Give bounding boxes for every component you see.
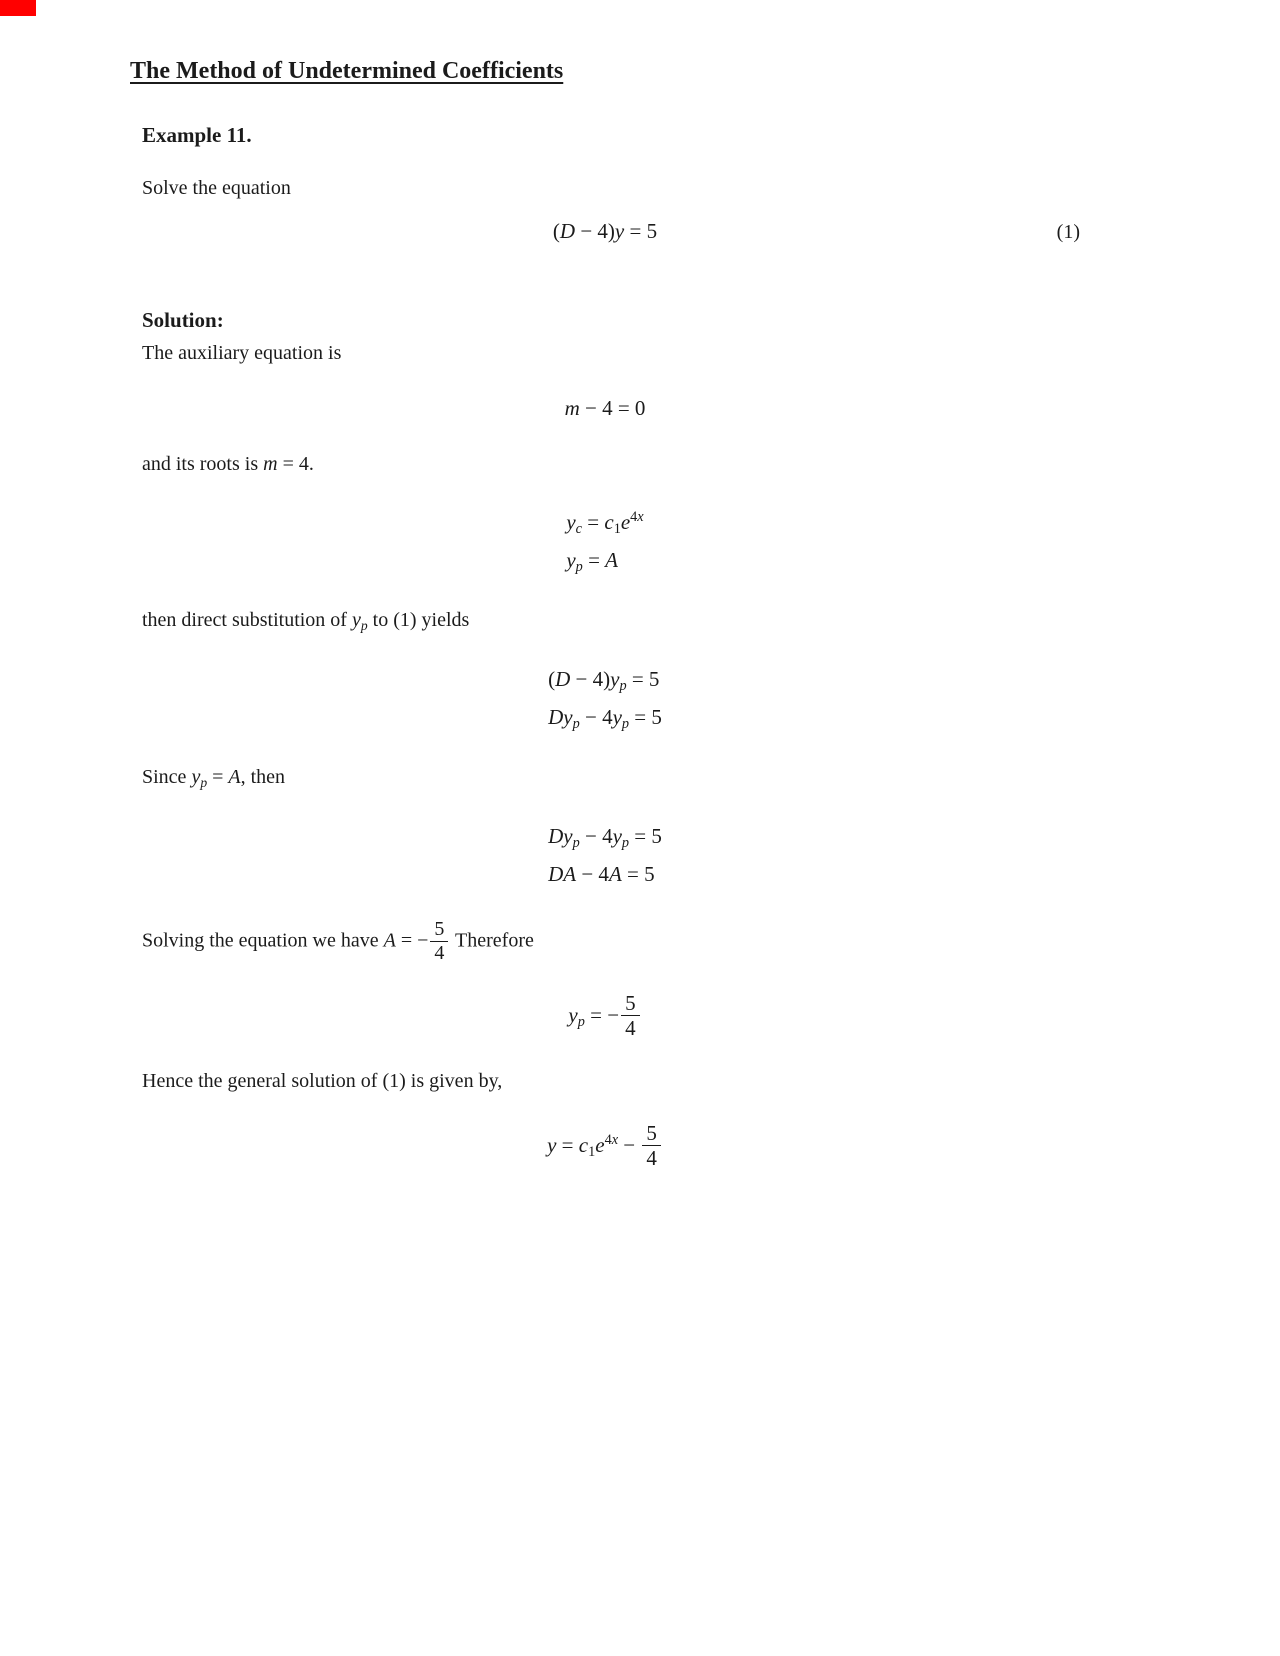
- example-heading: Example 11.: [142, 123, 252, 147]
- equation-substitution-1: (D − 4)yp = 5: [548, 666, 660, 694]
- equation-substitution-2: Dyp − 4yp = 5: [548, 704, 662, 732]
- equation-yp: yp = A: [566, 547, 618, 575]
- solution-heading: Solution:: [142, 307, 224, 332]
- paragraph-substitution: then direct substitution of yp to (1) yields: [142, 608, 470, 633]
- equation-yp-value: yp = − $\frac{5}{4}$: [568, 1003, 641, 1027]
- paragraph-hence: Hence the general solution of (1) is given by,: [142, 1069, 503, 1092]
- equation-stack-substitution: [130, 661, 1080, 737]
- equation-general-solution: $y = c1e^{4x}$ − $\frac{5}{4}$: [547, 1133, 663, 1157]
- equation-stack-since: [130, 818, 1080, 893]
- page-title: The Method of Undetermined Coefficients: [130, 58, 564, 84]
- equation-yc: yc = $c1e^{4x}$: [566, 509, 644, 537]
- equation-auxiliary: m − 4 = 0: [564, 395, 646, 420]
- equation-main: (D − 4)y = 5: [552, 219, 658, 243]
- equation-yp-value-row: [130, 991, 1080, 1040]
- equation-general-solution-row: [130, 1121, 1080, 1170]
- paragraph-auxiliary-equation: The auxiliary equation is: [142, 341, 342, 364]
- red-corner-marker: [0, 0, 36, 16]
- paragraph-solving: Solving the equation we have A = − $\frac{5}{4}$ Therefore: [142, 918, 534, 965]
- equation-number: (1): [1056, 220, 1080, 243]
- equation-since-2: DA − 4A = 5: [548, 861, 655, 886]
- equation-auxiliary-row: [130, 393, 1080, 425]
- equation-since-1: Dyp − 4yp = 5: [548, 823, 662, 851]
- paragraph-solve-the-equation: Solve the equation: [142, 177, 291, 199]
- equation-stack-complementary: [130, 504, 1080, 580]
- equation-main-row: [130, 216, 1080, 248]
- paragraph-roots: and its roots is m = 4.: [142, 453, 314, 475]
- paragraph-since: Since yp = A, then: [142, 765, 286, 790]
